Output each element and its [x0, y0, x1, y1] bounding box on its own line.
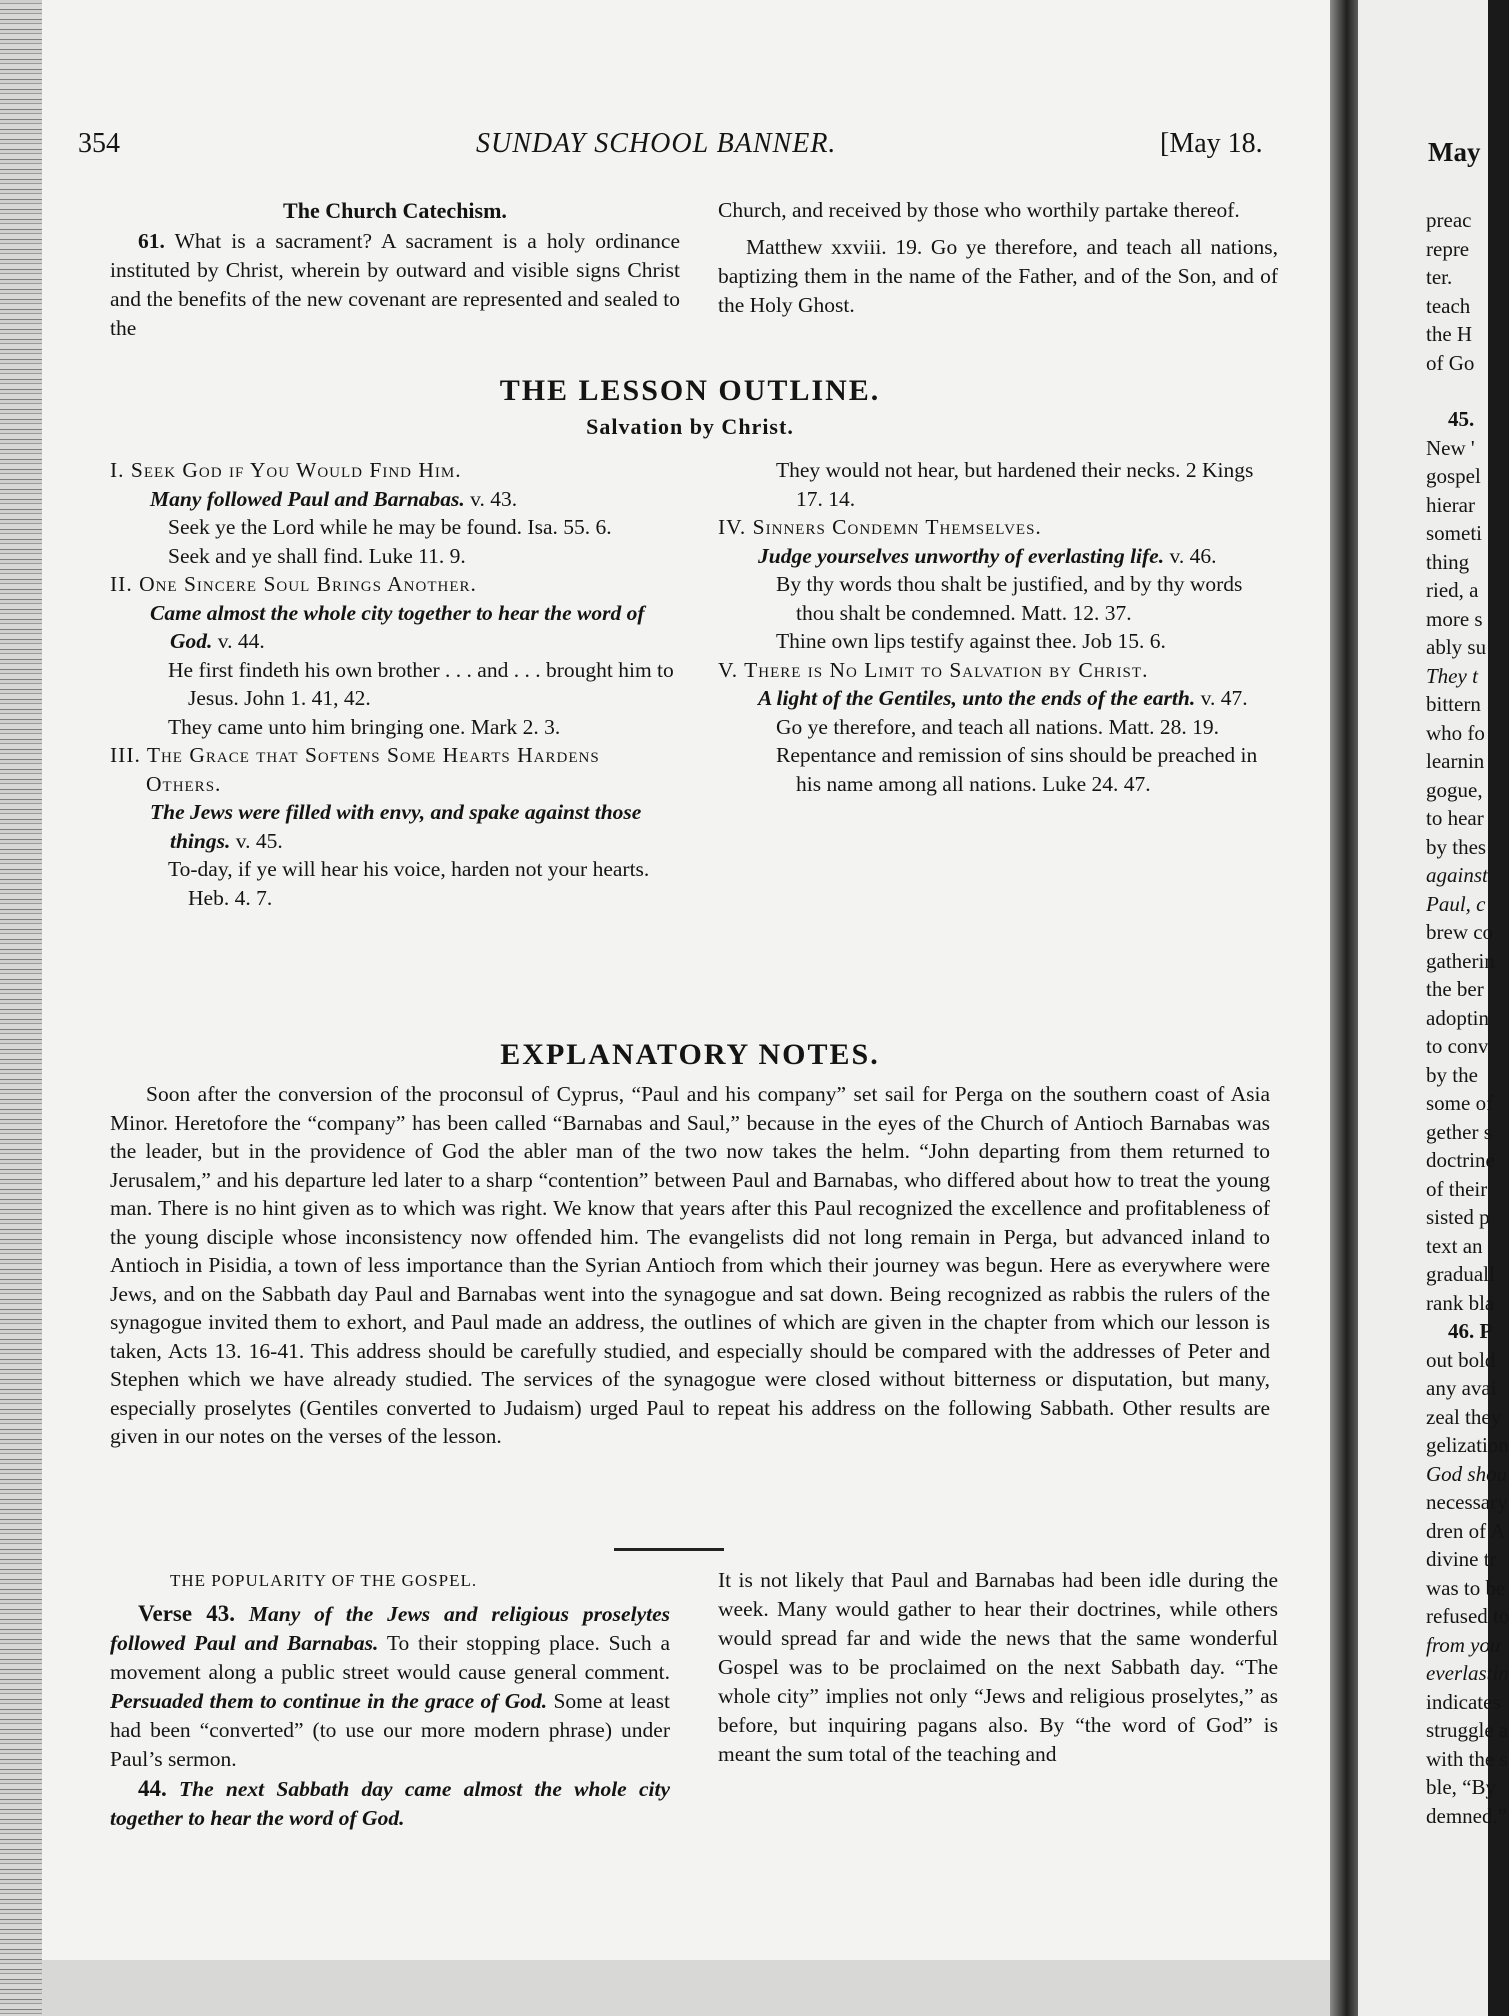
right-page-line: everlastin [1426, 1661, 1509, 1685]
right-page-line: gogue, [1426, 777, 1483, 802]
right-page-line: New ' [1426, 435, 1475, 460]
right-page-line: 46. P [1448, 1319, 1493, 1343]
right-page-line: teach [1426, 293, 1471, 318]
outline-item-text: They would not hear, but hardened their necks. 2 Kings 17. 14. [776, 458, 1254, 511]
right-page-line: They t [1426, 663, 1478, 688]
right-page-line: refused to [1426, 1604, 1509, 1628]
right-page-line: divine tr [1426, 1547, 1497, 1571]
outline-item-text: He first findeth his own brother . . . and . . . brought him to Jesus. John 1. 41, 42. [168, 657, 674, 710]
right-page-line: demned.” [1426, 1803, 1508, 1828]
right-page-line: any avai [1426, 1376, 1497, 1400]
right-page-header: May [1428, 137, 1481, 167]
outline-item-text: To-day, if ye will hear his voice, harden not your hearts. Heb. 4. 7. [168, 857, 650, 910]
outline-item-text: V. There is No Limit to Salvation by Christ. [718, 657, 1149, 682]
outline-item-text: IV. Sinners Condemn Themselves. [718, 515, 1042, 539]
outline-left-column [110, 456, 680, 912]
scan-edge-strip [0, 0, 42, 2016]
outline-sub-item [718, 684, 1278, 713]
catechism-question [110, 227, 680, 343]
verse-44-text: It is not likely that Paul and Barnabas had been idle during the week. Many would gather to hear their doctrines, while others would spread far and wide the news that the same wonderful Gospel was to be proclaimed on the next Sabbath day. “The whole city” implies not only “Jews and religious proselytes,” as before, but inquiring pagans also. By “the word of God” is meant the sum total of the teaching and [718, 1568, 1278, 1766]
right-page-line: gether s [1426, 1119, 1492, 1144]
outline-verse-ref: v. 43. [470, 486, 518, 511]
right-page-line: Paul, c [1426, 891, 1486, 916]
outline-ref-item [110, 855, 680, 912]
right-page-line: to hear [1426, 806, 1484, 830]
right-page-line: of their [1426, 1176, 1488, 1201]
catechism-title: The Church Catechism. [283, 198, 507, 223]
right-page-line: indicates [1426, 1689, 1501, 1714]
outline-ref-item [110, 713, 680, 742]
outline-sub-item [110, 599, 680, 656]
book-gutter [1330, 0, 1358, 2016]
right-page-line: bittern [1426, 692, 1481, 716]
right-page-line: ably su [1426, 635, 1487, 659]
outline-ref-item [110, 656, 680, 713]
verse-notes-subheading: THE POPULARITY OF THE GOSPEL. [170, 1571, 478, 1590]
right-page-line: sisted p [1426, 1205, 1490, 1229]
outline-sec-item [110, 741, 680, 798]
right-page-line: by the [1426, 1062, 1478, 1087]
catechism-answer: What is a sacrament? A sacrament is a holy ordinance instituted by Christ, wherein by outward and visible signs Christ and the benefits of the new covenant are represented and sealed to the [110, 229, 680, 340]
right-page-line: gelization [1426, 1433, 1509, 1457]
right-page-line: ble, “By [1426, 1775, 1496, 1799]
verse-44-note-start [110, 1774, 670, 1833]
section-divider [614, 1548, 724, 1551]
outline-ref-item [718, 741, 1278, 798]
outline-item-text: Many followed Paul and Barnabas. [150, 486, 465, 511]
outline-item-text: Seek and ye shall find. Luke 11. 9. [168, 543, 466, 568]
verse-notes-right-column [718, 1566, 1278, 1769]
catechism-answer-continued: Church, and received by those who worthily partake thereof. [718, 198, 1240, 222]
right-page-line: some of [1426, 1091, 1494, 1115]
verse-43-quote-2: Persuaded them to continue in the grace of God. [110, 1689, 548, 1713]
right-page-line: with the s [1426, 1746, 1508, 1771]
outline-ref-item [718, 456, 1278, 513]
verse-44-label: 44. [138, 1776, 167, 1801]
right-page-line: dren of A [1426, 1518, 1506, 1543]
catechism-scripture: Matthew xxviii. 19. Go ye therefore, and teach all nations, baptizing them in the name of the Father, and of the Son, and of the Holy Ghost. [718, 235, 1278, 317]
outline-ref-item [110, 513, 680, 542]
right-page-line: adoptin [1426, 1005, 1489, 1030]
right-page-line: God shou [1426, 1461, 1508, 1486]
outline-item-text: Thine own lips testify against thee. Job 15. 6. [776, 629, 1166, 653]
right-page-line: out bold [1426, 1347, 1496, 1372]
outline-item-text: Repentance and remission of sins should be preached in his name among all nations. Luke 24. 47. [776, 743, 1258, 796]
right-page-line: necessary [1426, 1490, 1508, 1514]
right-page-line: by thes [1426, 834, 1487, 859]
verse-43-quote: Many of the Jews and religious proselytes followed Paul and Barnabas. [110, 1602, 670, 1655]
right-page-line: was to be [1426, 1575, 1506, 1600]
outline-verse-ref: v. 46. [1169, 543, 1217, 568]
outline-item-text: II. One Sincere Soul Brings Another. [110, 572, 477, 596]
page-bottom-edge [42, 1960, 1342, 2016]
explanatory-notes-body [110, 1080, 1270, 1451]
outline-right-column [718, 456, 1278, 798]
outline-verse-ref: v. 47. [1200, 686, 1248, 710]
outline-ref-item [110, 542, 680, 571]
lesson-outline-title: THE LESSON OUTLINE. [499, 374, 881, 407]
verse-44-quote: The next Sabbath day came almost the whole city together to hear the word of God. [110, 1777, 671, 1830]
outline-ref-item [718, 713, 1278, 742]
right-page-line: the H [1426, 322, 1473, 346]
outline-item-text: Came almost the whole city together to hear the word of God. [150, 600, 645, 653]
right-facing-page [1358, 0, 1509, 2016]
running-title: SUNDAY SCHOOL BANNER. [476, 128, 837, 159]
right-page-line: learnin [1426, 749, 1485, 773]
question-number: 61. [138, 229, 165, 253]
right-page-line: doctrine [1426, 1148, 1495, 1172]
right-page-line: repre [1426, 236, 1470, 261]
outline-ref-item [718, 570, 1278, 627]
catechism-left-column [110, 196, 680, 343]
right-page-line: of Go [1426, 350, 1475, 375]
right-page-line: graduall [1426, 1262, 1495, 1286]
catechism-right-column [718, 196, 1278, 320]
right-page-line: gospel [1426, 464, 1481, 488]
right-page-line: ter. [1426, 265, 1453, 289]
outline-sec-item [718, 656, 1278, 685]
right-page-line: from you [1426, 1632, 1501, 1657]
outline-item-text: III. The Grace that Softens Some Hearts Hardens Others. [110, 743, 600, 796]
outline-ref-item [718, 627, 1278, 656]
right-page-line: gatherin [1426, 948, 1495, 973]
outline-sec-item [110, 570, 680, 599]
lesson-outline-subtitle: Salvation by Christ. [586, 414, 794, 439]
right-page-line: zeal they [1426, 1404, 1502, 1429]
outline-item-text: Judge yourselves unworthy of everlasting life. [758, 543, 1165, 568]
outline-item-text: Seek ye the Lord while he may be found. Isa. 55. 6. [168, 515, 612, 539]
right-page-line: who fo [1426, 720, 1485, 745]
outline-item-text: They came unto him bringing one. Mark 2. 3. [168, 714, 561, 739]
verse-43-note [110, 1599, 670, 1774]
verse-43-text-2: Some at least had been “converted” (to use our more modern phrase) under Paul’s sermon. [110, 1689, 671, 1771]
outline-sub-item [110, 798, 680, 855]
issue-date: [May 18. [1160, 128, 1263, 159]
right-page-line: against [1426, 863, 1488, 887]
right-page-line: rank bla [1426, 1290, 1495, 1315]
right-page-line: hierar [1426, 492, 1475, 517]
right-page-line: text an [1426, 1233, 1483, 1258]
verse-43-label: Verse 43. [138, 1601, 236, 1626]
outline-sec-item [718, 513, 1278, 542]
outline-sub-item [718, 542, 1278, 571]
outline-item-text: A light of the Gentiles, unto the ends of the earth. [758, 686, 1196, 710]
outline-verse-ref: v. 45. [235, 828, 283, 853]
right-page-line: 45. [1448, 407, 1475, 431]
right-page-line: someti [1426, 521, 1482, 545]
verse-notes-left-column [110, 1566, 670, 1833]
right-page-line: ried, a [1426, 578, 1479, 602]
verse-43-text: To their stopping place. Such a movement along a public street would cause general comment. [110, 1631, 670, 1684]
right-page-line: more s [1426, 606, 1483, 631]
outline-item-text: By thy words thou shalt be justified, and by thy words thou shalt be condemned. Matt. 12. 37. [776, 572, 1243, 625]
explanatory-paragraph: Soon after the conversion of the proconsul of Cyprus, “Paul and his company” set sail for Perga on the southern coast of Asia Minor. Heretofore the “company” has been called “Barnabas and Saul,” because in the eyes of the Church of Antioch Barnabas was the leader, but in the providence of God the abler man of the two now takes the helm. “John departing from them returned to Jerusalem,” and his departure led later to a sharp “contention” between Paul and Barnabas, who differed about how to treat the young man. There is no hint given as to which was right. We know that years after this Paul recognized the excellence and profitableness of the young disciple whose inconsistency now offended him. The evangelists did not long remain in Perga, but advanced inland to Antioch in Pisidia, a town of less importance than the Syrian Antioch from which their journey was begun. Here as everywhere were Jews, and on the Sabbath day Paul and Barnabas went into the synagogue and sat down. Being recognized as rabbis the rulers of the synagogue invited them to exhort, and Paul made an address, the outlines of which are given in the chapter from which our lesson is taken, Acts 13. 16-41. This address should be carefully studied, and especially should be compared with the addresses of Peter and Stephen which we have already studied. The services of the synagogue were closed without bitterness or disputation, but many, especially proselytes (Gentiles converted to Judaism) urged Paul to repeat his address on the following Sabbath. Other results are given in our notes on the verses of the lesson. [110, 1082, 1270, 1448]
outline-sec-item [110, 456, 680, 485]
explanatory-notes-title: EXPLANATORY NOTES. [500, 1038, 880, 1071]
right-page-line: to conv [1426, 1034, 1489, 1058]
outline-sub-item [110, 485, 680, 514]
right-page-line: thing [1426, 549, 1470, 574]
outline-item-text: Go ye therefore, and teach all nations. Matt. 28. 19. [776, 714, 1219, 739]
outline-item-text: The Jews were filled with envy, and spake against those things. [150, 800, 642, 853]
right-page-line: brew co [1426, 920, 1494, 944]
right-page-line: preac [1426, 208, 1472, 232]
outline-verse-ref: v. 44. [217, 629, 265, 653]
right-page-line: the ber [1426, 977, 1484, 1001]
right-page-line: struggle a [1426, 1718, 1509, 1742]
page-number: 354 [78, 128, 120, 159]
outline-item-text: I. Seek God if You Would Find Him. [110, 458, 462, 482]
